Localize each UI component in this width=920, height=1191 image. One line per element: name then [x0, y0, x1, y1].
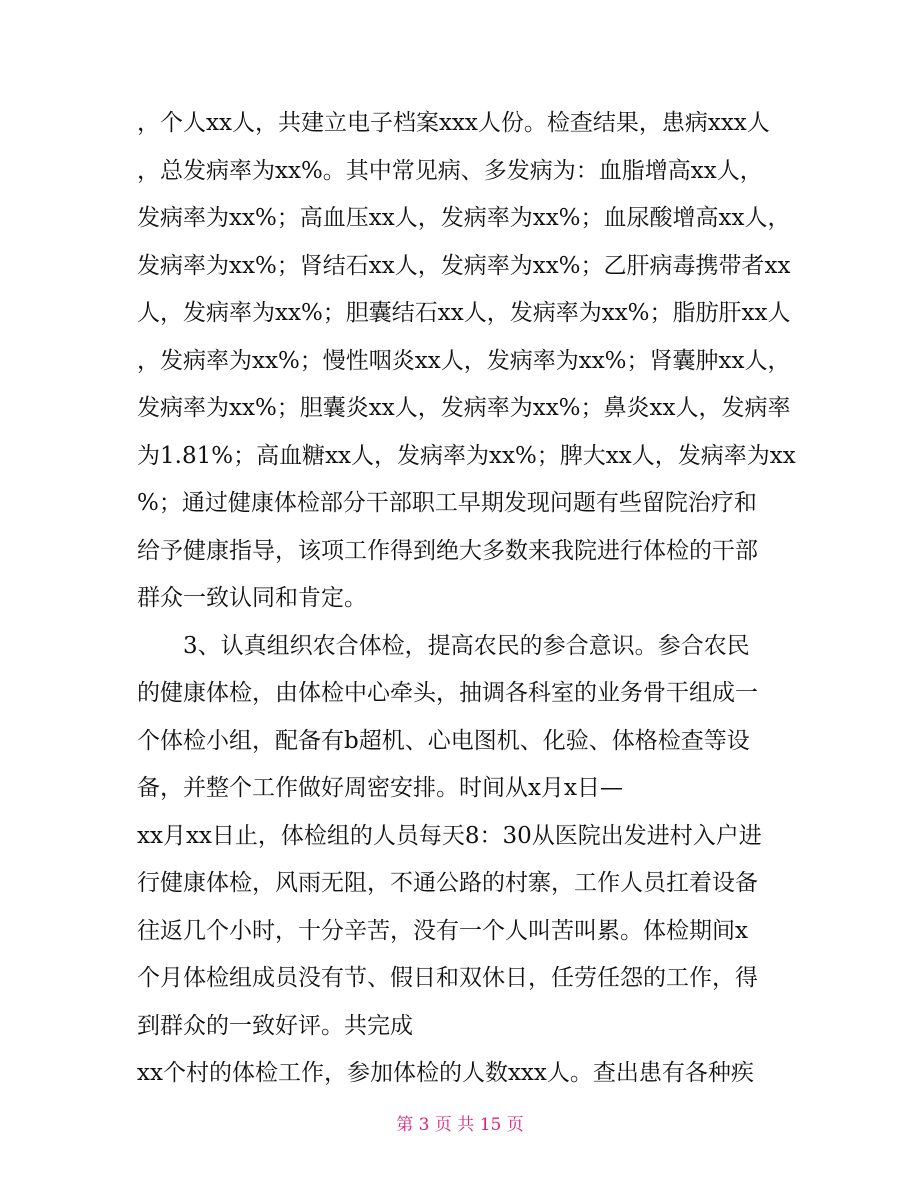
text-line: 发病率为xx%；肾结石xx人，发病率为xx%；乙肝病毒携带者xx: [137, 252, 791, 279]
text-line: xx个村的体检工作，参加体检的人数xxx人。查出患有各种疾: [137, 1060, 754, 1086]
page-footer: [0, 1110, 920, 1135]
text-line: 到群众的一致好评。共完成: [137, 1012, 413, 1039]
text-line: 发病率为xx%；胆囊炎xx人，发病率为xx%；鼻炎xx人，发病率: [137, 395, 791, 421]
text-line: 3、认真组织农合体检，提高农民的参合意识。参合农民: [137, 632, 750, 659]
text-line: ，总发病率为xx%。其中常见病、多发病为：血脂增高xx人，: [137, 157, 763, 184]
text-line: 发病率为xx%；高血压xx人，发病率为xx%；血尿酸增高xx人，: [137, 205, 791, 231]
footer-prefix: 第: [396, 1115, 414, 1135]
footer-suffix: 页: [506, 1115, 524, 1135]
footer-current-page: 3: [418, 1115, 430, 1135]
text-line: ，发病率为xx%；慢性咽炎xx人，发病率为xx%；肾囊肿xx人，: [137, 347, 791, 374]
body-text: [137, 100, 797, 1098]
footer-total-pages: 15: [479, 1115, 502, 1135]
text-line: 备，并整个工作做好周密安排。时间从x月x日—: [137, 775, 623, 801]
text-line: ，个人xx人，共建立电子档案xxx人份。检查结果，患病xxx人: [137, 110, 770, 136]
text-line: 为1.81%；高血糖xx人，发病率为xx%；脾大xx人，发病率为xx: [137, 442, 796, 469]
footer-total-word: 共: [457, 1115, 475, 1135]
text-line: 人，发病率为xx%；胆囊结石xx人，发病率为xx%；脂肪肝xx人: [137, 300, 791, 326]
text-line: 往返几个小时，十分辛苦，没有一个人叫苦叫累。体检期间x: [137, 917, 748, 944]
footer-page-word: 页: [434, 1115, 452, 1135]
text-line: 行健康体检，风雨无阻，不通公路的村寨，工作人员扛着设备: [137, 870, 758, 896]
text-line: 个体检小组，配备有b超机、心电图机、化验、体格检查等设: [137, 727, 750, 754]
text-line: 的健康体检，由体检中心牵头，抽调各科室的业务骨干组成一: [137, 680, 758, 706]
text-line: 给予健康指导，该项工作得到绝大多数来我院进行体检的干部: [137, 537, 758, 564]
text-line: 个月体检组成员没有节、假日和双休日，任劳任怨的工作，得: [137, 965, 758, 991]
text-line: xx月xx日止，体检组的人员每天8：30从医院出发进村入户进: [137, 822, 762, 849]
text-line: 群众一致认同和肯定。: [137, 585, 367, 611]
text-line: %；通过健康体检部分干部职工早期发现问题有些留院治疗和: [137, 490, 757, 516]
